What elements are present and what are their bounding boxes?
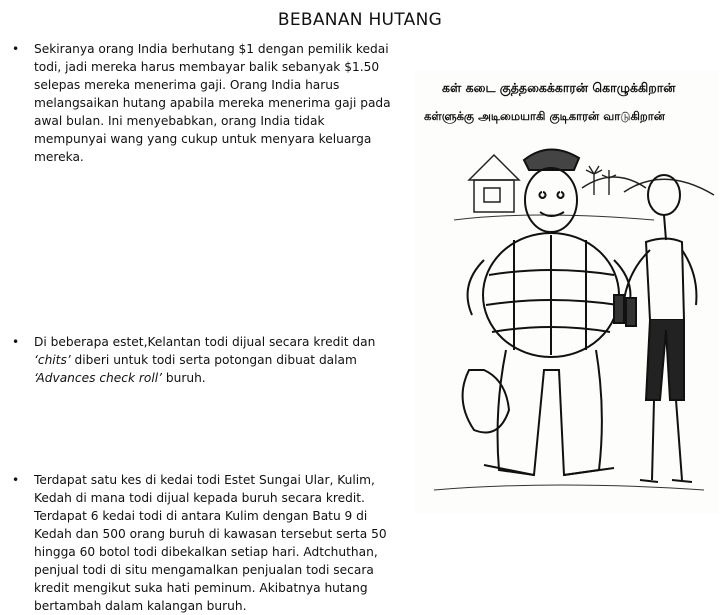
cartoon-drawing <box>414 70 719 514</box>
bullet-point-icon: • <box>12 42 20 56</box>
bullet-text-part: diberi untuk todi serta potongan dibuat dalam <box>70 353 357 367</box>
bullet-text-part: Di beberapa estet,Kelantan todi dijual secara kredit dan <box>34 335 376 349</box>
slide-title: BEBANAN HUTANG <box>277 10 443 30</box>
bullet-point-icon: • <box>12 335 20 349</box>
cartoon-caption-line2: கள்ளுக்கு அடிமையாகி குடிகாரன் வாடுகிறான் <box>424 109 665 123</box>
bullet-item <box>12 333 392 387</box>
bullet-point-icon: • <box>12 473 20 487</box>
bullet-text: Sekiranya orang India berhutang $1 dengan pemilik kedai todi, jadi mereka harus membayar balik sebanyak $1.50 selepas mereka menerima gaji. Orang India harus melangsaikan hutang apabila mereka menerima gaji pada awal bulan. Ini menyebabkan, orang India tidak mempunyai wang yang cukup untuk menyara keluarga mereka. <box>34 42 391 164</box>
bullet-item <box>12 471 392 615</box>
bullet-text <box>34 335 375 385</box>
cartoon-illustration <box>414 70 719 514</box>
bullet-list <box>12 40 392 613</box>
bullet-text-emphasis: ‘chits’ <box>34 353 71 367</box>
bullet-text-part: buruh. <box>162 371 206 385</box>
bullet-text: Terdapat satu kes di kedai todi Estet Sungai Ular, Kulim, Kedah di mana todi dijual kepada buruh secara kredit. Terdapat 6 kedai todi di antara Kulim dengan Batu 9 di Kedah dan 500 orang buruh di kawasan tersebut serta 50 hingga 60 botol todi dibekalkan setiap hari. Adtchuthan, penjual todi di situ mengamalkan penjualan todi secara kredit mengikut suka hati peminum. Akibatnya hutang bertambah dalam kalangan buruh. <box>34 473 387 613</box>
bullet-text-emphasis: ‘Advances check roll’ <box>34 371 162 385</box>
bullet-item <box>12 40 392 166</box>
cartoon-caption-line1: கள் கடை குத்தகைக்காரன் கொழுக்கிறான் <box>442 80 676 95</box>
